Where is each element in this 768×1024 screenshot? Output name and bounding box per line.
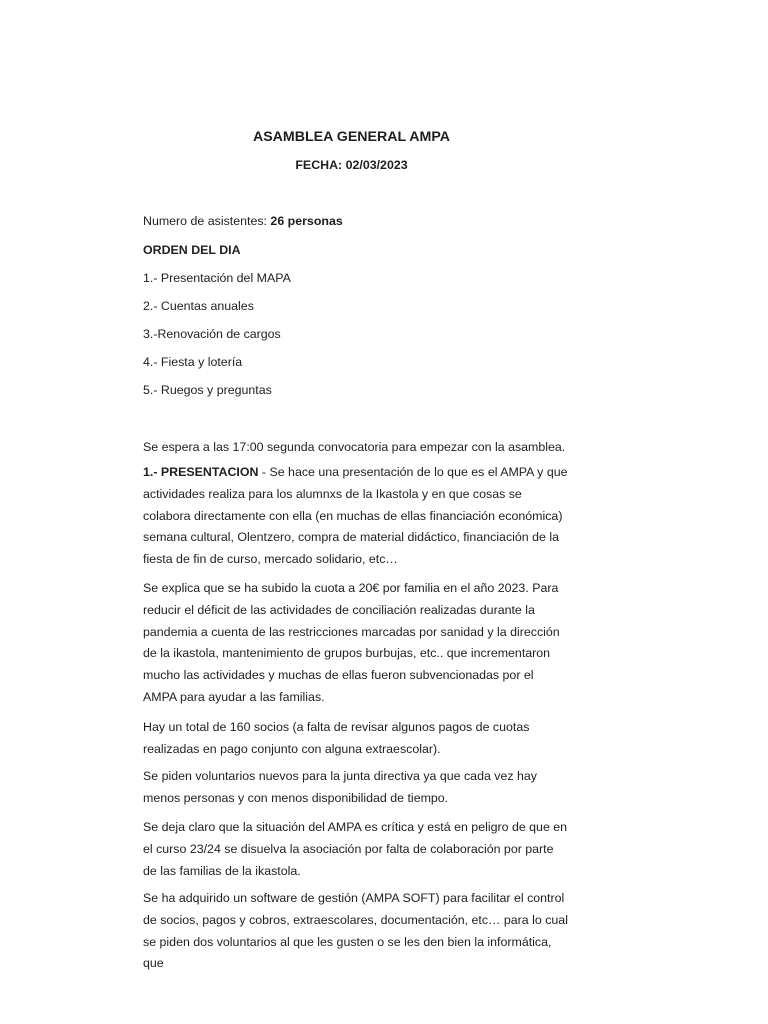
attendees-line [143, 214, 343, 228]
body-paragraph: Se piden voluntarios nuevos para la junta directiva ya que cada vez hay menos personas y con menos disponibilidad de tiempo. [143, 769, 537, 805]
agenda-item: 5.- Ruegos y preguntas [143, 383, 272, 397]
body-paragraph: Se explica que se ha subido la cuota a 20€ por familia en el año 2023. Para reducir el déficit de las actividades de conciliación realizadas durante la pandemia a cuenta de las restricciones marcadas por sanidad y la dirección de la ikastola, mantenimiento de grupos burbujas, etc.. que incrementaron mucho las actividades y muchas de ellas fueron subvencionadas por el AMPA para ayudar a las familias. [143, 581, 560, 704]
section1-text: - Se hace una presentación de lo que es el AMPA y que actividades realiza para los alumnxs de la Ikastola y en que cosas se colabora directamente con ella (en muchas de ellas financiación económica) semana cultural, Olentzero, compra de material didáctico, financiación de la fiesta de fin de curso, mercado solidario, etc… [143, 465, 568, 567]
attendees-value: 26 personas [270, 214, 343, 228]
agenda-item: 3.-Renovación de cargos [143, 327, 281, 341]
intro-paragraph: Se espera a las 17:00 segunda convocatoria para empezar con la asamblea. [143, 440, 566, 454]
agenda-item: 4.- Fiesta y lotería [143, 355, 243, 369]
body-paragraph: Se deja claro que la situación del AMPA es crítica y está en peligro de que en el curso 23/24 se disuelva la asociación por falta de colaboración por parte de las familias de la ikastola. [143, 820, 568, 878]
document-title: ASAMBLEA GENERAL AMPA [252, 129, 451, 145]
body-paragraph: Hay un total de 160 socios (a falta de revisar algunos pagos de cuotas realizadas en pago conjunto con alguna extraescolar). [143, 720, 530, 756]
section1-heading: 1.- PRESENTACION [143, 465, 259, 479]
body-paragraph: Se ha adquirido un software de gestión (AMPA SOFT) para facilitar el control de socios, pagos y cobros, extraescolares, documentación, etc… para lo cual se piden dos voluntarios al que les gusten o se les den bien la informática, que [143, 891, 568, 971]
agenda-heading: ORDEN DEL DIA [143, 243, 241, 257]
agenda-item: 2.- Cuentas anuales [143, 299, 254, 313]
attendees-label: Numero de asistentes: [143, 214, 271, 228]
document-date: FECHA: 02/03/2023 [295, 158, 408, 172]
section1-paragraph [143, 462, 568, 571]
agenda-item: 1.- Presentación del MAPA [143, 271, 291, 285]
